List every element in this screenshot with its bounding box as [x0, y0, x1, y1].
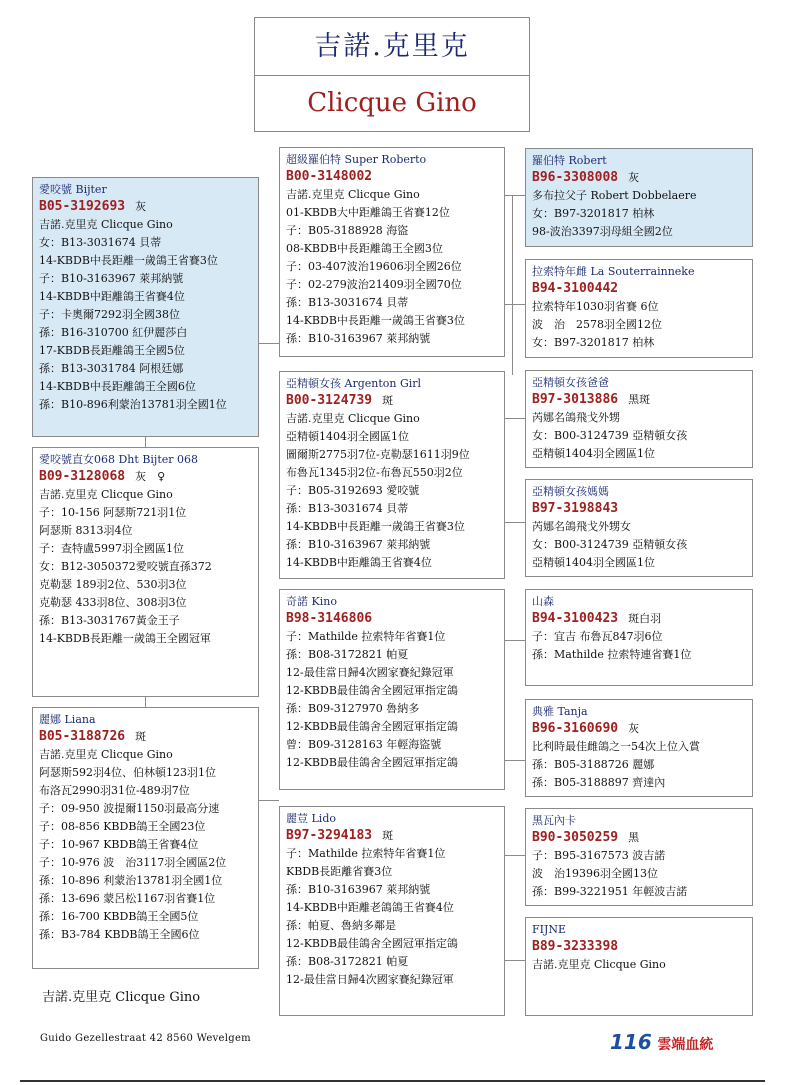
detail-line: 吉諾.克里克 Clicque Gino: [39, 488, 173, 501]
detail-line: 拉索特年1030羽省賽 6位: [532, 300, 659, 313]
detail-line: 08-KBDB中長距離鴿王全國3位: [286, 242, 443, 255]
logo-number: 116: [610, 1030, 652, 1054]
detail-line: 子：宜吉 布魯瓦847羽6位: [532, 630, 663, 643]
detail-line: 吉諾.克里克 Clicque Gino: [39, 748, 173, 761]
ring-number: B05-3188726 斑: [39, 729, 147, 744]
detail-line: 子：卡奧爾7292羽全國38位: [39, 308, 180, 321]
ring-number: B96-3160690 灰: [532, 721, 640, 736]
detail-line: 女：B12-3050372愛咬號直孫372: [39, 560, 212, 573]
detail-line: 01-KBDB大中距離鴿王省賽12位: [286, 206, 450, 219]
detail-line: 孫：B05-3188897 齊達內: [532, 776, 666, 789]
connector: [505, 855, 525, 856]
pigeon-name: 黑瓦內卡: [532, 814, 576, 827]
detail-line: 12-KBDB最佳鴿舍全國冠軍指定鴿: [286, 720, 458, 733]
detail-line: 14-KBDB中長距離一歲鴿王省賽3位: [286, 314, 465, 327]
ring-number: B94-3100423 斑白羽: [532, 611, 662, 626]
detail-line: 克勒瑟 189羽2位、530羽3位: [39, 578, 187, 591]
detail-line: 布魯瓦1345羽2位-布魯瓦550羽2位: [286, 466, 463, 479]
ring-number: B94-3100442: [532, 281, 619, 296]
detail-line: 圖爾斯2775羽7位-克勒瑟1611羽9位: [286, 448, 470, 461]
detail-line: 孫：B13-3031784 阿根廷娜: [39, 362, 184, 375]
detail-line: 波 治19396羽全國13位: [532, 867, 658, 880]
la-souterrainneke-card: [525, 259, 753, 358]
detail-line: 子：02-279波治21409羽全國70位: [286, 278, 462, 291]
pigeon-name: 麗荳 Lido: [286, 812, 336, 825]
ring-number: B97-3294183 斑: [286, 828, 394, 843]
argenton-girl-father-card: [525, 370, 753, 468]
connector: [505, 960, 525, 961]
detail-line: 芮娜名鴿飛戈外甥女: [532, 520, 631, 533]
detail-line: 孫：Mathilde 拉索特連省賽1位: [532, 648, 692, 661]
detail-line: 子：10-976 波 治3117羽全國區2位: [39, 856, 227, 869]
detail-line: 子：B10-3163967 萊邦納號: [39, 272, 184, 285]
detail-line: 多布拉父子 Robert Dobbelaere: [532, 189, 697, 202]
detail-line: 12-KBDB最佳鴿舍全國冠軍指定鴿: [286, 756, 458, 769]
detail-line: 波 治 2578羽全國12位: [532, 318, 662, 331]
detail-line: 14-KBDB中距離鴿王省賽4位: [286, 556, 432, 569]
black-vaneka-card: [525, 808, 753, 906]
detail-line: 女：B13-3031674 貝蒂: [39, 236, 162, 249]
title-chinese: 吉諾.克里克: [255, 18, 529, 76]
detail-line: 布洛瓦2990羽31位-489羽7位: [39, 784, 190, 797]
detail-line: KBDB長距離省賽3位: [286, 865, 393, 878]
pigeon-name: 麗娜 Liana: [39, 713, 96, 726]
kino-card: [279, 589, 505, 790]
connector: [505, 760, 525, 761]
detail-line: 阿瑟斯592羽4位、伯林頓123羽1位: [39, 766, 216, 779]
detail-line: 孫：B08-3172821 帕夏: [286, 955, 409, 968]
connector: [505, 304, 525, 305]
connector: [505, 522, 525, 523]
detail-line: 12-KBDB最佳鴿舍全國冠軍指定鴿: [286, 937, 458, 950]
detail-line: 孫：B16-310700 紅伊麗莎白: [39, 326, 188, 339]
detail-line: 98-波治3397羽母組全國2位: [532, 225, 673, 238]
ring-number: B09-3128068 灰 ♀: [39, 469, 166, 484]
connector: [512, 195, 513, 375]
detail-line: 孫：B08-3172821 帕夏: [286, 648, 409, 661]
detail-line: 子：查特盧5997羽全國區1位: [39, 542, 184, 555]
lido-card: [279, 806, 505, 1016]
detail-line: 亞精頓1404羽全國區1位: [532, 556, 655, 569]
detail-line: 孫：B10-896利蒙治13781羽全國1位: [39, 398, 227, 411]
detail-line: 孫：B13-3031674 貝蒂: [286, 502, 409, 515]
pigeon-name: 愛咬號 Bijter: [39, 183, 107, 196]
detail-line: 子：B05-3188928 海盜: [286, 224, 409, 237]
detail-line: 14-KBDB中長距離一歲鴿王省賽3位: [39, 254, 218, 267]
detail-line: 子：10-156 阿瑟斯721羽1位: [39, 506, 187, 519]
pigeon-name: 羅伯特 Robert: [532, 154, 607, 167]
detail-line: 子：B95-3167573 波吉諾: [532, 849, 666, 862]
detail-line: 12-KBDB最佳鴿舍全國冠軍指定鴿: [286, 684, 458, 697]
ring-number: B98-3146806: [286, 611, 373, 626]
detail-line: 芮娜名鴿飛戈外甥: [532, 411, 620, 424]
detail-line: 孫：B10-3163967 萊邦納號: [286, 538, 431, 551]
tanja-card: [525, 699, 753, 797]
sire-card: [32, 177, 259, 437]
detail-line: 女：B00-3124739 亞精頓女孩: [532, 429, 688, 442]
detail-line: 吉諾.克里克 Clicque Gino: [286, 188, 420, 201]
detail-line: 女：B97-3201817 柏林: [532, 207, 655, 220]
bottom-divider: [20, 1080, 765, 1082]
ring-number: B00-3124739 斑: [286, 393, 394, 408]
detail-line: 克勒瑟 433羽8位、308羽3位: [39, 596, 187, 609]
fijne-card: [525, 917, 753, 1016]
pigeon-name: FIJNE: [532, 923, 567, 936]
detail-line: 子：08-856 KBDB鴿王全國23位: [39, 820, 206, 833]
detail-line: 孫：B10-3163967 萊邦納號: [286, 883, 431, 896]
detail-line: 女：B00-3124739 亞精頓女孩: [532, 538, 688, 551]
detail-line: 17-KBDB長距離鴿王全國5位: [39, 344, 185, 357]
ring-number: B00-3148002: [286, 169, 373, 184]
detail-line: 14-KBDB長距離一歲鴿王全國冠軍: [39, 632, 211, 645]
shansen-card: [525, 589, 753, 686]
connector: [259, 343, 279, 344]
connector: [145, 437, 146, 447]
detail-line: 吉諾.克里克 Clicque Gino: [532, 958, 666, 971]
detail-line: 子：Mathilde 拉索特年省賽1位: [286, 847, 446, 860]
breeder-name: 吉諾.克里克 Clicque Gino: [42, 990, 201, 1005]
connector: [505, 195, 525, 196]
pigeon-name: 亞精頓女孩 Argenton Girl: [286, 377, 422, 390]
pigeon-name: 超級羅伯特 Super Roberto: [286, 153, 427, 166]
title-box: [254, 17, 530, 132]
connector: [505, 640, 525, 641]
connector: [145, 697, 146, 707]
detail-line: 子：09-950 波提爾1150羽最高分速: [39, 802, 220, 815]
detail-line: 孫：B3-784 KBDB鴿王全國6位: [39, 928, 200, 941]
detail-line: 孫：B13-3031674 貝蒂: [286, 296, 409, 309]
detail-line: 孫：B99-3221951 年輕波吉諾: [532, 885, 688, 898]
pigeon-name: 拉索特年雌 La Souterrainneke: [532, 265, 695, 278]
dam-card: [32, 447, 259, 697]
pigeon-name: 亞精頓女孩爸爸: [532, 376, 609, 389]
detail-line: 12-最佳當日歸4次國家賽紀錄冠軍: [286, 666, 454, 679]
liana-card: [32, 707, 259, 969]
robert-card: [525, 148, 753, 247]
super-roberto-card: [279, 147, 505, 357]
detail-line: 12-最佳當日歸4次國家賽紀錄冠軍: [286, 973, 454, 986]
detail-line: 14-KBDB中長距離一歲鴿王省賽3位: [286, 520, 465, 533]
detail-line: 14-KBDB中距離鴿王省賽4位: [39, 290, 185, 303]
detail-line: 吉諾.克里克 Clicque Gino: [286, 412, 420, 425]
detail-line: 亞精頓1404羽全國區1位: [286, 430, 409, 443]
argenton-girl-mother-card: [525, 479, 753, 577]
breeder-address: Guido Gezellestraat 42 8560 Wevelgem: [40, 1033, 251, 1044]
detail-line: 阿瑟斯 8313羽4位: [39, 524, 133, 537]
ring-number: B97-3198843: [532, 501, 619, 516]
detail-line: 孫：帕夏、魯納多鄰是: [286, 919, 396, 932]
detail-line: 子：Mathilde 拉索特年省賽1位: [286, 630, 446, 643]
detail-line: 孫：13-696 蒙呂松1167羽省賽1位: [39, 892, 216, 905]
detail-line: 孫：B13-3031767黃金王子: [39, 614, 180, 627]
detail-line: 孫：10-896 利蒙治13781羽全國1位: [39, 874, 223, 887]
pigeon-name: 典雅 Tanja: [532, 705, 588, 718]
detail-line: 子：03-407波治19606羽全國26位: [286, 260, 462, 273]
ring-number: B96-3308008 灰: [532, 170, 640, 185]
detail-line: 女：B97-3201817 柏林: [532, 336, 655, 349]
pigeon-name: 亞精頓女孩媽媽: [532, 485, 609, 498]
detail-line: 孫：B10-3163967 萊邦納號: [286, 332, 431, 345]
detail-line: 曾：B09-3128163 年輕海盜號: [286, 738, 442, 751]
logo-text: 雲端血統: [657, 1037, 714, 1053]
detail-line: 子：10-967 KBDB鴿王省賽4位: [39, 838, 199, 851]
site-logo[interactable]: [610, 1030, 713, 1054]
ring-number: B90-3050259 黑: [532, 830, 640, 845]
argenton-girl-card: [279, 371, 505, 579]
detail-line: 14-KBDB中長距離鴿王全國6位: [39, 380, 196, 393]
detail-line: 孫：B09-3127970 魯納多: [286, 702, 420, 715]
detail-line: 亞精頓1404羽全國區1位: [532, 447, 655, 460]
detail-line: 14-KBDB中距離老鴿鴿王省賽4位: [286, 901, 454, 914]
detail-line: 孫：16-700 KBDB鴿王全國5位: [39, 910, 199, 923]
detail-line: 孫：B05-3188726 麗娜: [532, 758, 655, 771]
pigeon-name: 愛咬號直女068 Dht Bijter 068: [39, 453, 199, 466]
ring-number: B97-3013886 黑斑: [532, 392, 651, 407]
connector: [505, 418, 525, 419]
ring-number: B05-3192693 灰: [39, 199, 147, 214]
ring-number: B89-3233398: [532, 939, 619, 954]
pigeon-name: 奇諾 Kino: [286, 595, 337, 608]
pigeon-name: 山森: [532, 595, 554, 608]
title-english: Clicque Gino: [307, 88, 477, 118]
detail-line: 子：B05-3192693 愛咬號: [286, 484, 420, 497]
connector: [259, 800, 279, 801]
detail-line: 比利時最佳雌鴿之一54次上位入賞: [532, 740, 700, 753]
detail-line: 吉諾.克里克 Clicque Gino: [39, 218, 173, 231]
